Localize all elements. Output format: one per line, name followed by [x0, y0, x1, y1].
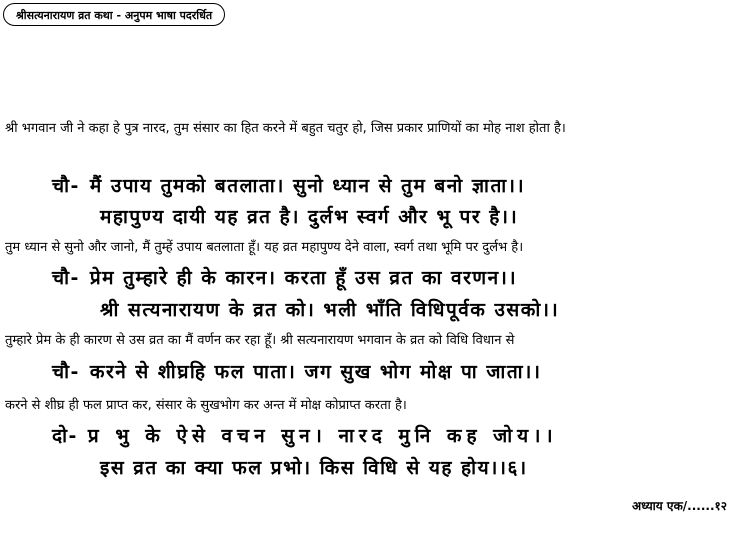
verse-4-line-2: इस व्रत का क्या फल प्रभो। किस विधि से यह होय।।६।: [100, 457, 528, 479]
verse-text: प्रेम तुम्हारे ही के कारन। करता हूँ उस व्रत का वरणन।।: [89, 267, 518, 289]
verse-text: प्र भु के ऐसे वचन सुन। नारद मुनि कह जोय।।: [87, 425, 558, 447]
verse-text: मैं उपाय तुमको बतलाता। सुनो ध्यान से तुम बनो ज्ञाता।।: [89, 175, 526, 197]
verse-label: चौ-: [52, 361, 80, 383]
verse-2-line-2: श्री सत्यनारायण के व्रत को। भली भाँति विधिपूर्वक उसको।।: [100, 299, 560, 321]
verse-label: चौ-: [52, 267, 80, 289]
verse-4-line-1: [52, 422, 558, 450]
prose-paragraph-3: तुम्हारे प्रेम के ही कारण से उस व्रत का मैं वर्णन कर रहा हूँ। श्री सत्यनारायण भगवान के व्रत को विधि विधान से: [5, 333, 515, 348]
verse-label: चौ-: [52, 175, 80, 197]
verse-1-line-2: महापुण्य दायी यह व्रत है। दुर्लभ स्वर्ग और भू पर है।।: [100, 206, 519, 228]
verse-1-line-1: [52, 172, 525, 200]
verse-label: दो-: [52, 425, 78, 447]
prose-paragraph-4: करने से शीघ्र ही फल प्राप्त कर, संसार के सुखभोग कर अन्त में मोक्ष कोप्राप्त करता है।: [5, 398, 407, 413]
verse-3-line-1: [52, 358, 542, 386]
page-number-footer: अध्याय एक/......१२: [632, 499, 727, 513]
prose-paragraph-1: श्री भगवान जी ने कहा हे पुत्र नारद, तुम संसार का हित करने में बहुत चतुर हो, जिस प्रकार प्राणियों का मोह नाश होता है।: [5, 121, 566, 136]
verse-text: करने से शीघ्रहि फल पाता। जग सुख भोग मोक्ष पा जाता।।: [89, 361, 542, 383]
verse-2-line-1: [52, 264, 517, 292]
book-title-badge: श्रीसत्यनारायण व्रत कथा - अनुपम भाषा पदरर्धित: [3, 3, 225, 26]
prose-paragraph-2: तुम ध्यान से सुनो और जानो, मैं तुम्हें उपाय बतलाता हूँ। यह व्रत महापुण्य देने वाला, स्वर्ग तथा भूमि पर दुर्लभ है।: [5, 240, 524, 255]
